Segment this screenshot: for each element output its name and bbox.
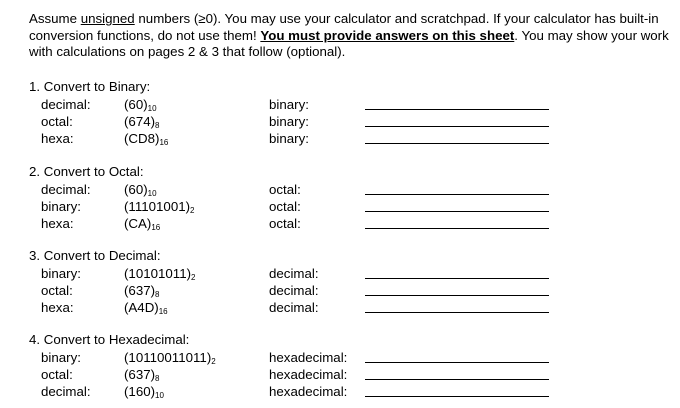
question-row <box>29 265 669 282</box>
base-subscript: 10 <box>147 104 157 113</box>
source-base-label: hexa: <box>41 131 74 146</box>
intro-text-3: . You may show your work with calculations on pages 2 & 3 that follow (optional). <box>29 27 669 60</box>
target-base-label: binary: <box>269 97 309 112</box>
source-base-label: decimal: <box>41 182 91 197</box>
question-row <box>29 299 669 316</box>
number-digits: (60) <box>124 97 148 112</box>
question-row <box>29 349 669 366</box>
section-convert-to-octal <box>29 164 669 234</box>
number-value <box>124 349 216 366</box>
target-base-label: binary: <box>269 114 309 129</box>
intro-text-2: numbers (≥0). You may use your calculator and scratchpad. If your calculator has built-in conversion functions, do not use them! <box>29 11 659 43</box>
target-base-label: octal: <box>269 182 301 197</box>
question-row <box>29 181 669 198</box>
answer-line[interactable] <box>365 109 549 110</box>
number-digits: (10101011) <box>124 266 192 281</box>
target-base-label: hexadecimal: <box>269 384 348 399</box>
number-digits: (A4D) <box>124 300 159 315</box>
number-digits: (637) <box>124 367 156 382</box>
source-base-label: decimal: <box>41 384 91 399</box>
section-title: 2. Convert to Octal: <box>29 164 144 179</box>
answer-line[interactable] <box>365 228 549 229</box>
number-value <box>124 130 168 147</box>
answer-line[interactable] <box>365 126 549 127</box>
base-subscript: 16 <box>158 307 168 316</box>
number-value <box>124 198 195 215</box>
base-subscript: 8 <box>155 290 160 299</box>
intro-text-1: Assume <box>29 11 81 26</box>
number-digits: (10110011011) <box>124 350 212 365</box>
number-value <box>124 366 160 383</box>
base-subscript: 2 <box>211 357 216 366</box>
question-row <box>29 366 669 383</box>
base-subscript: 16 <box>159 138 169 147</box>
number-value <box>124 299 168 316</box>
base-subscript: 2 <box>190 206 195 215</box>
target-base-label: decimal: <box>269 283 319 298</box>
question-row <box>29 130 669 147</box>
number-digits: (CD8) <box>124 131 160 146</box>
answer-line[interactable] <box>365 143 549 144</box>
number-value <box>124 265 195 282</box>
source-base-label: octal: <box>41 114 73 129</box>
answer-line[interactable] <box>365 278 549 279</box>
answer-line[interactable] <box>365 211 549 212</box>
answer-line[interactable] <box>365 379 549 380</box>
base-subscript: 8 <box>155 374 160 383</box>
number-digits: (11101001) <box>124 199 191 214</box>
unsigned-emphasis: unsigned <box>80 11 135 26</box>
target-base-label: binary: <box>269 131 309 146</box>
question-row <box>29 282 669 299</box>
number-digits: (637) <box>124 283 156 298</box>
answer-line[interactable] <box>365 362 549 363</box>
source-base-label: hexa: <box>41 300 74 315</box>
question-row <box>29 96 669 113</box>
base-subscript: 10 <box>147 189 157 198</box>
source-base-label: binary: <box>41 266 81 281</box>
target-base-label: decimal: <box>269 266 319 281</box>
question-row <box>29 383 669 400</box>
section-title: 1. Convert to Binary: <box>29 79 151 94</box>
number-value <box>124 96 157 113</box>
question-row <box>29 215 669 232</box>
target-base-label: hexadecimal: <box>269 367 348 382</box>
source-base-label: octal: <box>41 367 73 382</box>
source-base-label: binary: <box>41 199 81 214</box>
number-digits: (160) <box>124 384 156 399</box>
section-title: 3. Convert to Decimal: <box>29 248 161 263</box>
section-title: 4. Convert to Hexadecimal: <box>29 332 190 347</box>
answer-line[interactable] <box>365 295 549 296</box>
source-base-label: binary: <box>41 350 81 365</box>
source-base-label: hexa: <box>41 216 74 231</box>
source-base-label: octal: <box>41 283 73 298</box>
target-base-label: octal: <box>269 199 301 214</box>
base-subscript: 8 <box>155 121 160 130</box>
number-digits: (CA) <box>124 216 152 231</box>
target-base-label: decimal: <box>269 300 319 315</box>
question-row <box>29 113 669 130</box>
instructions-paragraph <box>29 11 669 61</box>
answer-line[interactable] <box>365 194 549 195</box>
number-digits: (60) <box>124 182 148 197</box>
base-subscript: 2 <box>191 273 196 282</box>
number-digits: (674) <box>124 114 156 129</box>
question-row <box>29 198 669 215</box>
base-subscript: 10 <box>155 391 164 400</box>
base-subscript: 16 <box>151 223 161 232</box>
target-base-label: octal: <box>269 216 301 231</box>
source-base-label: decimal: <box>41 97 91 112</box>
must-provide-emphasis: You must provide answers on this sheet <box>260 27 515 43</box>
number-value <box>124 282 160 299</box>
number-value <box>124 181 157 198</box>
number-value <box>124 383 164 400</box>
number-value <box>124 215 160 232</box>
answer-line[interactable] <box>365 396 549 397</box>
target-base-label: hexadecimal: <box>269 350 348 365</box>
section-convert-to-decimal <box>29 248 669 318</box>
answer-line[interactable] <box>365 312 549 313</box>
number-value <box>124 113 160 130</box>
section-convert-to-binary <box>29 79 669 149</box>
section-convert-to-hexadecimal <box>29 332 669 402</box>
